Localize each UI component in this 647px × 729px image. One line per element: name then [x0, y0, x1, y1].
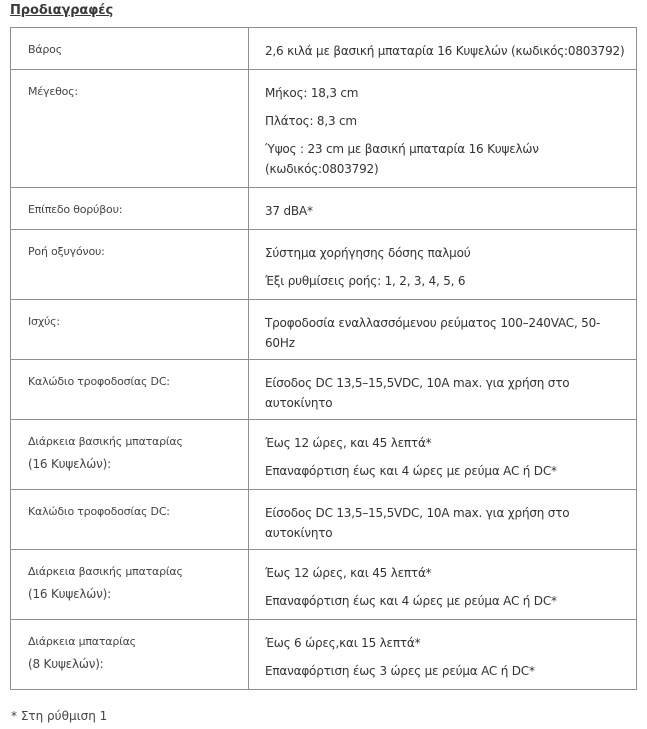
- spec-row: [11, 420, 637, 490]
- spec-label: (16 Κυψελών):: [28, 457, 111, 471]
- spec-row: [11, 360, 637, 420]
- spec-label-cell: [11, 300, 249, 360]
- spec-value: 2,6 κιλά με βασική μπαταρία 16 Κυψελών (κωδικός:0803792): [265, 44, 625, 58]
- spec-value: Επαναφόρτιση έως και 4 ώρες με ρεύμα AC ή DC*: [265, 464, 557, 478]
- spec-table: [10, 27, 637, 690]
- spec-value: 37 dBA*: [265, 204, 313, 218]
- spec-value: Έως 12 ώρες, και 45 λεπτά*: [265, 566, 432, 580]
- spec-value: Έξι ρυθμίσεις ροής: 1, 2, 3, 4, 5, 6: [265, 274, 466, 288]
- spec-label: (16 Κυψελών):: [28, 587, 111, 601]
- spec-label: Καλώδιο τροφοδοσίας DC:: [28, 505, 170, 518]
- spec-label-cell: [11, 620, 249, 690]
- spec-label: Ισχύς:: [28, 315, 60, 328]
- spec-value-cell: [249, 28, 637, 70]
- spec-value: Μήκος: 18,3 cm: [265, 86, 359, 100]
- spec-value: Πλάτος: 8,3 cm: [265, 114, 357, 128]
- spec-row: [11, 490, 637, 550]
- spec-value: Έως 6 ώρες,και 15 λεπτά*: [265, 636, 421, 650]
- spec-row: [11, 70, 637, 188]
- spec-label: Επίπεδο θορύβου:: [28, 203, 123, 216]
- spec-label: (8 Κυψελών):: [28, 657, 104, 671]
- spec-value: Έως 12 ώρες, και 45 λεπτά*: [265, 436, 432, 450]
- spec-label-cell: [11, 360, 249, 420]
- spec-value-cell: [249, 360, 637, 420]
- footnote: * Στη ρύθμιση 1: [11, 709, 108, 723]
- spec-label: Μέγεθος:: [28, 85, 78, 98]
- spec-label-cell: [11, 70, 249, 188]
- spec-value-cell: [249, 70, 637, 188]
- spec-label: Διάρκεια βασικής μπαταρίας: [28, 565, 183, 578]
- section-title: Προδιαγραφές: [10, 3, 114, 18]
- spec-row: [11, 188, 637, 230]
- spec-value: Επαναφόρτιση έως και 4 ώρες με ρεύμα AC ή DC*: [265, 594, 557, 608]
- spec-value: Είσοδος DC 13,5–15,5VDC, 10A max. για χρήση στο αυτοκίνητο: [265, 376, 570, 410]
- spec-label: Βάρος: [28, 43, 62, 56]
- spec-value: Τροφοδοσία εναλλασσόμενου ρεύματος 100–240VAC, 50-60Hz: [265, 316, 601, 350]
- spec-value: Είσοδος DC 13,5–15,5VDC, 10A max. για χρήση στο αυτοκίνητο: [265, 506, 570, 540]
- spec-row: [11, 300, 637, 360]
- spec-value: Επαναφόρτιση έως 3 ώρες με ρεύμα AC ή DC*: [265, 664, 535, 678]
- spec-row: [11, 230, 637, 300]
- spec-label-cell: [11, 28, 249, 70]
- spec-label: Ροή οξυγόνου:: [28, 245, 105, 258]
- spec-value: Ύψος : 23 cm με βασική μπαταρία 16 Κυψελών (κωδικός:0803792): [265, 142, 539, 176]
- spec-label-cell: [11, 490, 249, 550]
- spec-value-cell: [249, 300, 637, 360]
- spec-value-cell: [249, 188, 637, 230]
- spec-value-cell: [249, 420, 637, 490]
- spec-row: [11, 550, 637, 620]
- spec-label-cell: [11, 188, 249, 230]
- spec-label: Καλώδιο τροφοδοσίας DC:: [28, 375, 170, 388]
- spec-value-cell: [249, 550, 637, 620]
- spec-row: [11, 28, 637, 70]
- spec-label-cell: [11, 420, 249, 490]
- spec-value: Σύστημα χορήγησης δόσης παλμού: [265, 246, 471, 260]
- spec-value-cell: [249, 490, 637, 550]
- spec-label: Διάρκεια βασικής μπαταρίας: [28, 435, 183, 448]
- spec-row: [11, 620, 637, 690]
- spec-label-cell: [11, 550, 249, 620]
- spec-value-cell: [249, 230, 637, 300]
- spec-label: Διάρκεια μπαταρίας: [28, 635, 136, 648]
- spec-label-cell: [11, 230, 249, 300]
- spec-value-cell: [249, 620, 637, 690]
